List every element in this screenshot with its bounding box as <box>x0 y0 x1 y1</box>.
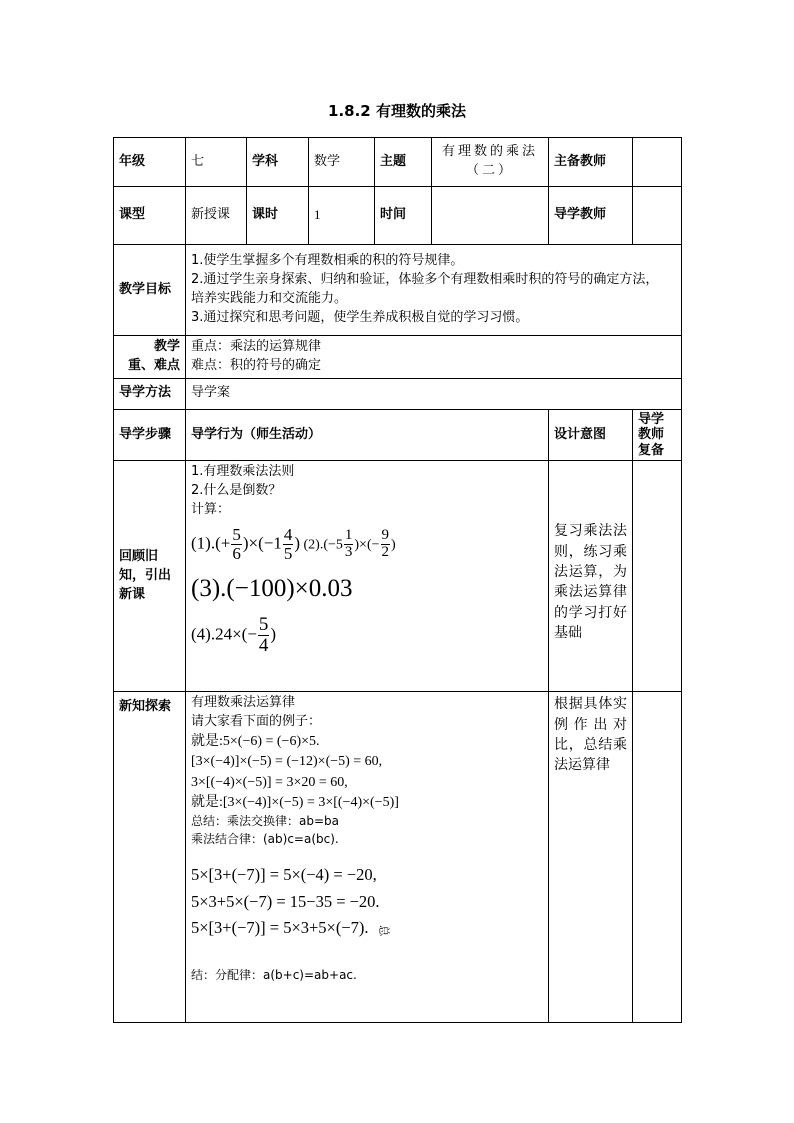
review-actions <box>186 461 549 692</box>
distributive-example: 5×[3+(−7)] = 5×3+5×(−7). 总 <box>191 917 389 937</box>
key-points-label: 教学 重、难点 <box>114 336 186 379</box>
info-row-1 <box>114 138 682 187</box>
review-line: 计算： <box>191 502 231 518</box>
document-title: 1.8.2 有理数的乘法 <box>328 102 466 120</box>
time-label: 时间 <box>375 187 432 245</box>
steps-header: 导学步骤 <box>114 409 186 461</box>
key-point: 重点：乘法的运算规律 <box>191 339 322 354</box>
lesson-plan-table <box>113 137 682 1023</box>
example-line: 就是:[3×(−4)]×(−5) = 3×[(−4)×(−5)] <box>191 795 399 811</box>
review-step-label: 回顾旧知，引出新课 <box>114 461 186 692</box>
review-header: 导学教师复备 <box>633 409 682 461</box>
objective-line: 2.通过学生亲身探索、归纳和验证，体验多个有理数相乘时积的符号的确定方法， <box>191 272 659 288</box>
review-intent: 复习乘法法则，练习乘法运算，为乘法运算律的学习打好基础 <box>549 461 633 692</box>
info-row-2 <box>114 187 682 245</box>
math-expression-3: (3).(−100)×0.03 <box>191 574 353 602</box>
subject-label: 学科 <box>247 138 309 187</box>
math-expression-1-2: (1).(+ $\frac{5}{6}$ )×(−1 $\frac{4}{5}$ ) (2).(−5 $\frac{1}{3}$ )×(− $\frac{9}{2}$ ) <box>191 525 396 563</box>
period-value: 1 <box>309 187 375 245</box>
review-notes <box>633 461 682 692</box>
new-notes <box>633 692 682 1023</box>
period-label: 课时 <box>247 187 309 245</box>
example-line: 3×[(−4)×(−5)] = 3×20 = 60, <box>191 774 348 790</box>
new-intent: 根据具体实例作出对比，总结乘法运算律 <box>549 692 633 1023</box>
distributive-example: 5×[3+(−7)] = 5×(−4) = −20, <box>191 865 377 885</box>
time-value <box>432 187 549 245</box>
review-line: 1.有理数乘法法则 <box>191 464 295 480</box>
lesson-type-label: 课型 <box>114 187 186 245</box>
subject-value: 数学 <box>309 138 375 187</box>
actions-header: 导学行为（师生活动） <box>186 409 549 461</box>
lead-teacher-value <box>633 138 682 187</box>
steps-header-row <box>114 409 682 461</box>
new-section-row <box>114 692 682 1023</box>
summary-line: 总结：乘法交换律：ab=ba <box>191 814 339 829</box>
example-line: [3×(−4)]×(−5) = (−12)×(−5) = 60, <box>191 754 383 770</box>
difficulty-point: 难点：积的符号的确定 <box>191 357 322 373</box>
topic-value: 有理数的乘法（二） <box>432 138 549 187</box>
review-section-row <box>114 461 682 692</box>
lead-teacher-label: 主备教师 <box>549 138 633 187</box>
math-expression-4: (4).24×(− $\frac{5}{4}$ ) <box>191 613 277 656</box>
summary-line: 结：分配律：a(b+c)=ab+ac. <box>191 968 357 983</box>
objective-line: 3.通过探究和思考问题，使学生养成积极自觉的学习习惯。 <box>191 309 529 325</box>
guide-teacher-value <box>633 187 682 245</box>
new-step-label: 新知探索 <box>114 692 186 1023</box>
new-line: 有理数乘法运算律 <box>191 695 296 711</box>
grade-value: 七 <box>186 138 247 187</box>
new-line: 请大家看下面的例子： <box>191 714 322 730</box>
method-label: 导学方法 <box>114 378 186 409</box>
summary-line: 乘法结合律：(ab)c=a(bc). <box>191 831 339 846</box>
key-points-row <box>114 336 682 379</box>
objective-line: 培养实践能力和交流能力。 <box>191 291 348 306</box>
intent-header: 设计意图 <box>549 409 633 461</box>
key-points-content <box>186 336 682 379</box>
objectives-content <box>186 245 682 336</box>
new-actions <box>186 692 549 1023</box>
example-line: 就是:5×(−6) = (−6)×5. <box>191 734 320 750</box>
grade-label: 年级 <box>114 138 186 187</box>
lesson-type-value: 新授课 <box>186 187 247 245</box>
distributive-example: 5×3+5×(−7) = 15−35 = −20. <box>191 891 380 911</box>
method-value: 导学案 <box>186 378 682 409</box>
guide-teacher-label: 导学教师 <box>549 187 633 245</box>
review-line: 2.什么是倒数？ <box>191 483 282 499</box>
method-row <box>114 378 682 409</box>
topic-label: 主题 <box>375 138 432 187</box>
objective-line: 1.使学生掌握多个有理数相乘的积的符号规律。 <box>191 253 464 269</box>
objectives-label: 教学目标 <box>114 245 186 336</box>
objectives-row <box>114 245 682 336</box>
